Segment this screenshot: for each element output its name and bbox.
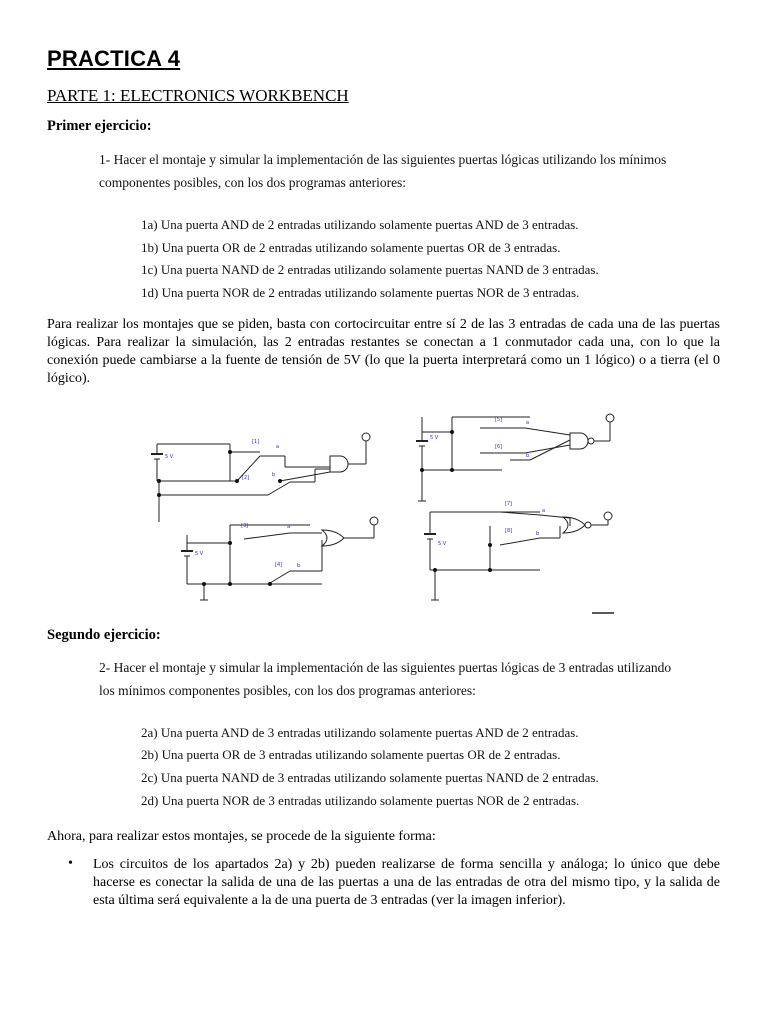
circuit-and-gate	[151, 433, 370, 522]
exercise2-statement-line2: los mínimos componentes posibles, con los dos programas anteriores:	[99, 683, 476, 698]
contact-a-4: a	[542, 508, 546, 514]
part-title: PARTE 1: ELECTRONICS WORKBENCH	[47, 86, 349, 105]
exercise2-item-2d: 2d) Una puerta NOR de 3 entradas utilizando solamente puertas NOR de 2 entradas.	[141, 793, 580, 808]
exercise1-heading: Primer ejercicio:	[47, 118, 152, 134]
switch-label-7: [7]	[505, 501, 513, 507]
exercise1-statement	[99, 148, 699, 194]
exercise1-item-1b: 1b) Una puerta OR de 2 entradas utilizando solamente puertas OR de 3 entradas.	[141, 240, 561, 255]
switch-label-5: [5]	[495, 417, 503, 423]
exercise1-statement-line1: 1- Hacer el montaje y simular la implementación de las siguientes puertas lógicas utilizando los mínimos	[99, 152, 667, 167]
contact-b-1: b	[272, 472, 276, 478]
contact-a-2: a	[287, 524, 291, 530]
voltage-label-2: 5 V	[195, 551, 204, 557]
voltage-label-1: 5 V	[165, 454, 174, 460]
switch-label-6: [6]	[495, 444, 503, 450]
exercise2-bullet-1: Los circuitos de los apartados 2a) y 2b) pueden realizarse de forma sencilla y análoga; lo único que debe hacerse es conectar la salida de una de las puertas a una de las entradas de otra del mismo tipo, y la salida de esta última será equivalente a la de una puerta de 3 entradas (ver la imagen inferior).	[93, 857, 720, 908]
exercise2-heading: Segundo ejercicio:	[47, 627, 161, 643]
circuit-or-gate	[181, 517, 378, 600]
contact-b-2: b	[297, 563, 301, 569]
exercise2-statement-line1: 2- Hacer el montaje y simular la implementación de las siguientes puertas lógicas de 3 entradas utilizando	[99, 660, 672, 675]
circuit-nand-gate	[416, 414, 614, 501]
circuit-diagrams-figure	[140, 405, 630, 620]
exercise1-item-1a: 1a) Una puerta AND de 2 entradas utilizando solamente puertas AND de 3 entradas.	[141, 217, 579, 232]
switch-label-2: [2]	[242, 475, 250, 481]
junction-dots	[157, 430, 492, 586]
exercise2-item-2c: 2c) Una puerta NAND de 3 entradas utilizando solamente puertas NAND de 2 entradas.	[141, 770, 599, 785]
switch-label-1: [1]	[252, 439, 260, 445]
voltage-label-4: 5 V	[438, 541, 447, 547]
contact-a-1: a	[276, 444, 280, 450]
exercise2-procedure-intro: Ahora, para realizar estos montajes, se procede de la siguiente forma:	[47, 829, 436, 844]
exercise2-statement	[99, 656, 699, 702]
exercise1-item-1d: 1d) Una puerta NOR de 2 entradas utilizando solamente puertas NOR de 3 entradas.	[141, 285, 580, 300]
switch-label-4: [4]	[275, 562, 283, 568]
switch-label-8: [8]	[505, 528, 513, 534]
contact-b-3: b	[526, 453, 530, 459]
circuit-nor-gate	[424, 512, 612, 600]
exercise1-statement-line2: componentes posibles, con los dos programas anteriores:	[99, 175, 407, 190]
contact-a-3: a	[526, 420, 530, 426]
document-title: PRACTICA 4	[47, 46, 181, 71]
exercise2-item-2a: 2a) Una puerta AND de 3 entradas utilizando solamente puertas AND de 2 entradas.	[141, 725, 579, 740]
switch-label-3: [3]	[241, 523, 249, 529]
contact-b-4: b	[536, 531, 540, 537]
voltage-label-3: 5 V	[430, 435, 439, 441]
exercise1-explanation: Para realizar los montajes que se piden, basta con cortocircuitar entre sí 2 de las 3 entradas de cada una de las puertas lógicas. Para realizar la simulación, las 2 entradas restantes se conectan a 1 conmutador cada una, con lo que la conexión puede cambiarse a la fuente de tensión de 5V (lo que la puerta interpretará como un 1 lógico) o a tierra (el 0 lógico).	[47, 317, 720, 386]
exercise2-item-2b: 2b) Una puerta OR de 3 entradas utilizando solamente puertas OR de 2 entradas.	[141, 747, 561, 762]
bullet-marker: •	[68, 856, 73, 871]
exercise1-item-1c: 1c) Una puerta NAND de 2 entradas utilizando solamente puertas NAND de 3 entradas.	[141, 262, 599, 277]
